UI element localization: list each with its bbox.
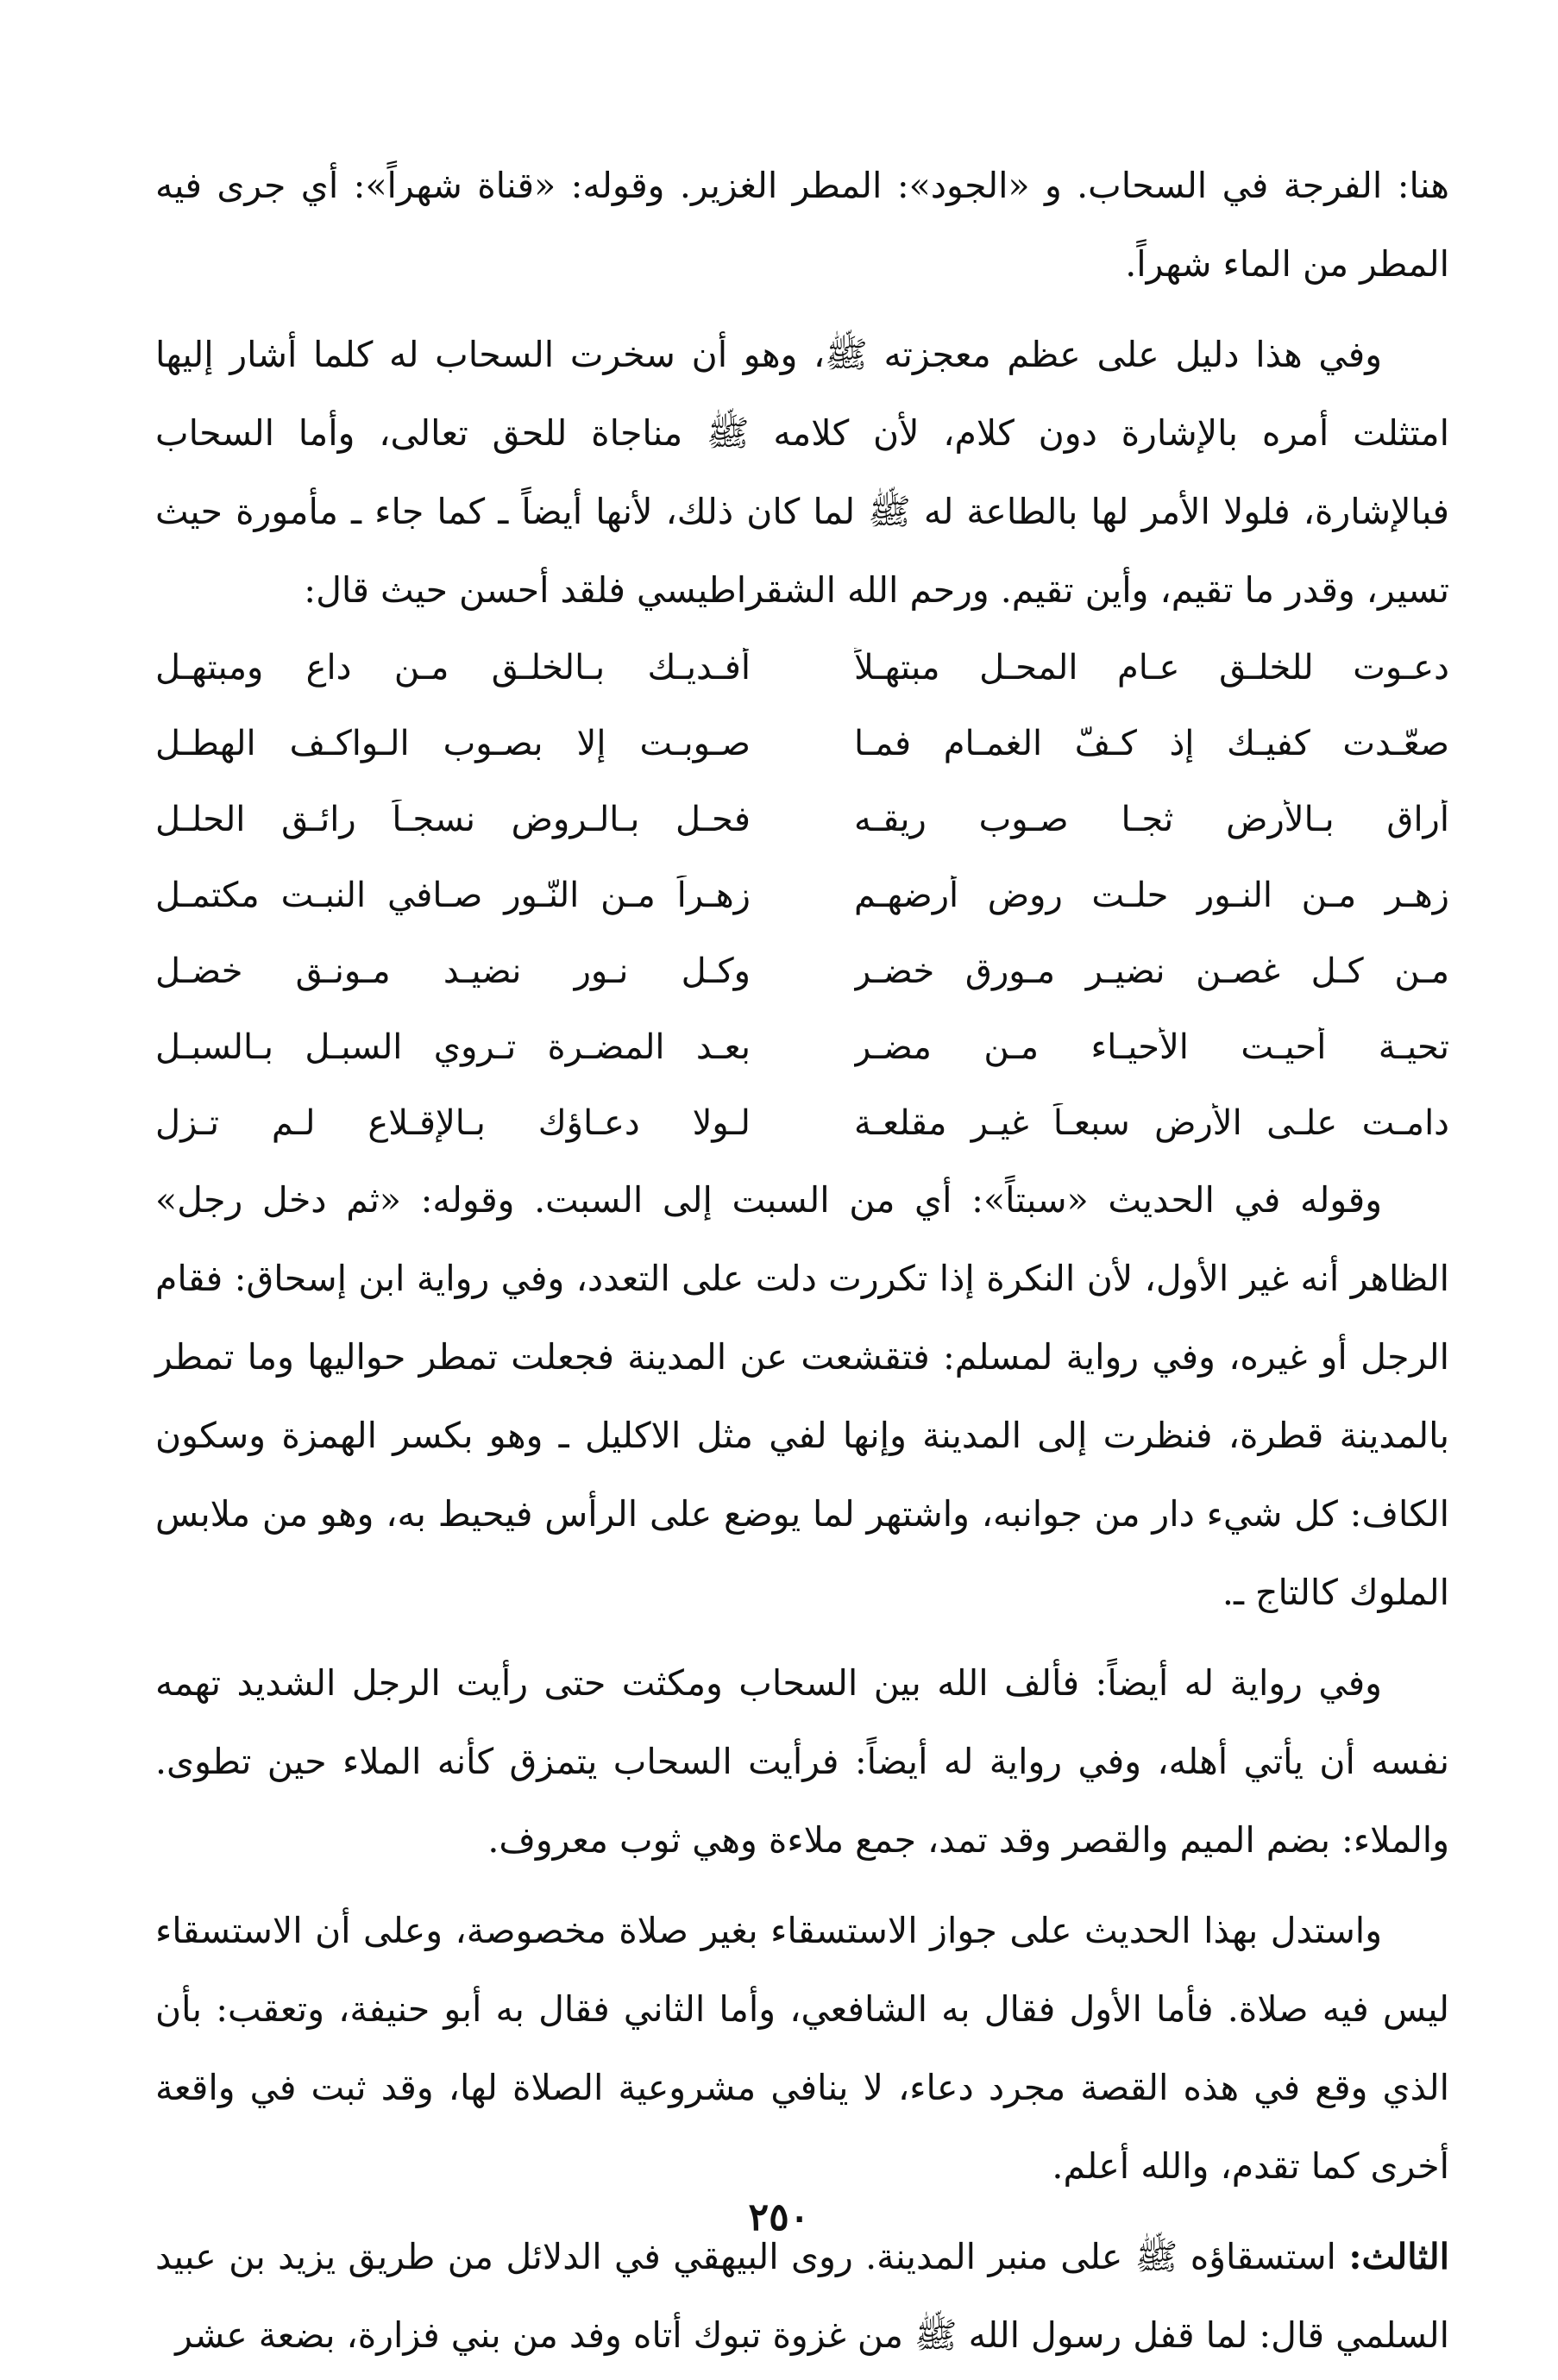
verse-first-hemistich: تحيـة أحيـت الأحيـاء مـن مضـر xyxy=(854,1027,1449,1067)
poem-block xyxy=(155,630,1449,1161)
poem-verse xyxy=(155,630,1449,706)
poem-verse xyxy=(155,933,1449,1009)
paragraph-4: وفي رواية له أيضاً: فألف الله بين السحاب ومكثت حتى رأيت الرجل الشديد تهمه نفسه أن يأتي أهله، وفي رواية له أيضاً: فرأيت السحاب يتمزق كأنه الملاء حين تطوى. والملاء: بضم الميم والقصر وقد تمد، جمع ملاءة وهي ثوب معروف. xyxy=(155,1662,1449,1861)
paragraph-spacer xyxy=(155,1632,1449,1644)
poem-verse xyxy=(155,857,1449,933)
paragraph-spacer xyxy=(155,1880,1449,1892)
paragraph-5: واستدل بهذا الحديث على جواز الاستسقاء بغير صلاة مخصوصة، وعلى أن الاستسقاء ليس فيه صلاة. فأما الأول فقال به الشافعي، وأما الثاني فقال به أبو حنيفة، وتعقب: بأن الذي وقع في هذه القصة مجرد دعاء، لا ينافي مشروعية الصلاة لها، وقد ثبت في واقعة أخرى كما تقدم، والله أعلم. xyxy=(155,1910,1449,2187)
verse-first-hemistich: زهـر مـن النـور حلـت روض أرضهـم xyxy=(854,876,1449,915)
poem-verse xyxy=(155,1009,1449,1085)
paragraph-spacer xyxy=(155,304,1449,316)
verse-second-hemistich: صـوبـت إلا بصـوب الـواكـف الهطـل xyxy=(155,724,751,763)
paragraph-3: وقوله في الحديث «سبتاً»: أي من السبت إلى السبت. وقوله: «ثم دخل رجل» الظاهر أنه غير الأول، لأن النكرة إذا تكررت دلت على التعدد، وفي رواية ابن إسحاق: فقام الرجل أو غيره، وفي رواية لمسلم: فتقشعت عن المدينة فجعلت تمطر حواليها وما تمطر بالمدينة قطرة، فنظرت إلى المدينة وإنها لفي مثل الاكليل ـ وهو بكسر الهمزة وسكون الكاف: كل شيء دار من جوانبه، واشتهر لما يوضع على الرأس فيحيط به، وهو من ملابس الملوك كالتاج ـ. xyxy=(155,1179,1450,1613)
verse-second-hemistich: لـولا دعـاؤك بـالإقـلاع لـم تـزل xyxy=(155,1103,751,1143)
poem-verse xyxy=(155,1085,1449,1161)
verse-first-hemistich: صعّـدت كفيـك إذ كـفّ الغمـام فمـا xyxy=(854,724,1449,763)
page-number: ٢٥٠ xyxy=(748,2195,810,2239)
verse-second-hemistich: فحـل بـالـروض نسجـاً رائـق الحلـل xyxy=(155,800,751,839)
poem-verse xyxy=(155,706,1449,782)
verse-second-hemistich: أفـديـك بـالخلـق مـن داع ومبتهـل xyxy=(155,648,751,688)
verse-first-hemistich: دعـوت للخلـق عـام المحـل مبتهـلاً xyxy=(854,648,1449,688)
paragraph-2: وفي هذا دليل على عظم معجزته ﷺ، وهو أن سخرت السحاب له كلما أشار إليها امتثلت أمره بالإشارة دون كلام، لأن كلامه ﷺ مناجاة للحق تعالى، وأما السحاب فبالإشارة، فلولا الأمر لها بالطاعة له ﷺ لما كان ذلك، لأنها أيضاً ـ كما جاء ـ مأمورة حيث تسير، وقدر ما تقيم، وأين تقيم. ورحم الله الشقراطيسي فلقد أحسن حيث قال: xyxy=(155,334,1449,611)
verse-first-hemistich: مـن كـل غصـن نضيـر مـورق خضـر xyxy=(854,951,1449,991)
book-page xyxy=(155,147,1450,2356)
verse-second-hemistich: وكـل نـور نضيـد مـونـق خضـل xyxy=(155,951,751,991)
verse-second-hemistich: بعـد المضـرة تـروي السبـل بـالسبـل xyxy=(155,1027,751,1067)
paragraph-1: هنا: الفرجة في السحاب. و «الجود»: المطر الغزير. وقوله: «قناة شهراً»: أي جرى فيه المطر من الماء شهراً. xyxy=(155,165,1449,285)
section-lead-word: الثالث: xyxy=(1348,2236,1449,2277)
verse-first-hemistich: أراق بـالأرض ثجـا صـوب ريقـه xyxy=(854,800,1449,839)
verse-second-hemistich: زهـراً مـن النّـور صـافي النبـت مكتمـل xyxy=(155,876,751,915)
paragraph-6 xyxy=(155,2218,1449,2375)
section-body-text: استسقاؤه ﷺ على منبر المدينة. روى البيهقي في الدلائل من طريق يزيد بن عبيد السلمي قال: لما قفل رسول الله ﷺ من غزوة تبوك أتاه وفد من بني فزارة، بضعة عشر xyxy=(155,2236,1449,2356)
verse-first-hemistich: دامـت علـى الأرض سبعـاً غيـر مقلعـة xyxy=(854,1103,1449,1143)
poem-verse xyxy=(155,782,1449,857)
